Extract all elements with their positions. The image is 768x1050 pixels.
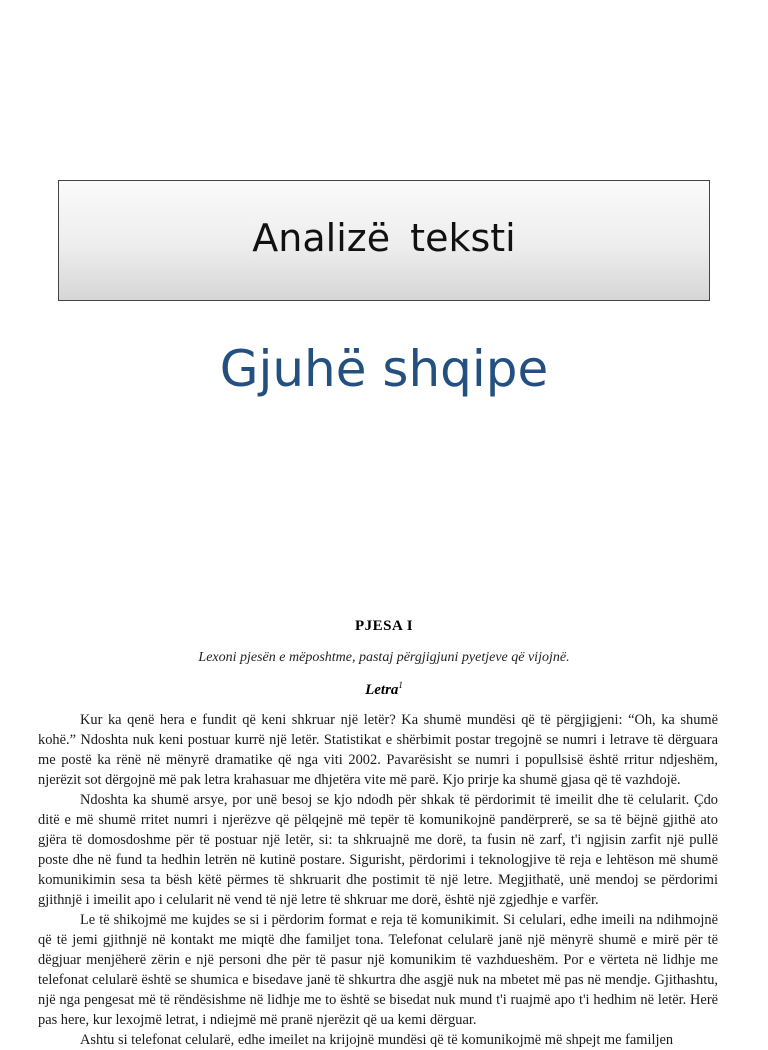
letter-title-text: Letra bbox=[365, 682, 399, 698]
paragraph: Ndoshta ka shumë arsye, por unë besoj se kjo ndodh për shkak të përdorimit të imeilit dhe të celularit. Çdo ditë e më shumë rritet numri i njerëzve që pëlqejnë më tepër të komunikojnë pandërprerë, se sa të bëjnë gjithë ato gjëra të domosdoshme për të postuar një letër, si: ta shkruajnë me dorë, ta fusin në zarf, t'i ngjisin zarfit një pullë poste dhe në fund ta hedhin letrën në kutinë postare. Sigurisht, përdorimi i teknologjive të reja e lehtëson më shumë komunikimin sesa ta bësh këtë përmes të shkruarit dhe postimit të një letre. Megjithatë, unë mendoj se përdorimi gjithnjë i imeilit apo i celularit në vend të një letre të shkruar me dorë, është një zgjedhje e varfër. bbox=[38, 792, 718, 908]
title-box bbox=[58, 180, 710, 301]
document-subtitle: Gjuhë shqipe bbox=[219, 340, 549, 398]
paragraph: Ashtu si telefonat celularë, edhe imeilet na krijojnë mundësi që të komunikojmë më shpejt me familjen bbox=[80, 1032, 674, 1048]
section-instruction: Lexoni pjesën e mëposhtme, pastaj përgjigjuni pyetjeve që vijojnë. bbox=[198, 650, 570, 665]
letter-title bbox=[0, 680, 768, 699]
letter-body bbox=[38, 710, 718, 1050]
footnote-marker: 1 bbox=[398, 680, 403, 690]
paragraph: Le të shikojmë me kujdes se si i përdorim format e reja të komunikimit. Si celulari, edhe imeili na ndihmojnë që të jemi gjithnjë në kontakt me miqtë dhe familjet tona. Telefonat celularë janë një mënyrë shumë e mirë për të dëgjuar menjëherë zërin e një personi dhe për të pasur një komunikim të vazhdueshëm. Por e vërteta në lidhje me telefonat celularë është se shumica e bisedave janë të shkurtra dhe asgjë nuk na mbetet më pas në mendje. Gjithashtu, një nga pengesat më të rëndësishme në lidhje me to është se bisedat nuk mund t'i ruajmë apo t'i hedhim në letër. Herë pas here, kur lexojmë letrat, i ndiejmë më pranë njerëzit që ua kemi dërguar. bbox=[38, 912, 718, 1028]
paragraph: Kur ka qenë hera e fundit që keni shkruar një letër? Ka shumë mundësi që të përgjigjeni: “Oh, ka shumë kohë.” Ndoshta nuk keni postuar kurrë një letër. Statistikat e shërbimit postar tregojnë se numri i letrave të dërguara me postë ka rënë në mënyrë dramatike që nga viti 2002. Pavarësisht se numri i popullsisë është rritur ndjeshëm, njerëzit sot dërgojnë më pak letra krahasuar me dhjetëra vite më parë. Kjo prirje ka shumë gjasa që të vazhdojë. bbox=[38, 712, 718, 788]
document-title: Analizë teksti bbox=[252, 215, 516, 260]
section-heading: PJESA I bbox=[354, 618, 414, 634]
